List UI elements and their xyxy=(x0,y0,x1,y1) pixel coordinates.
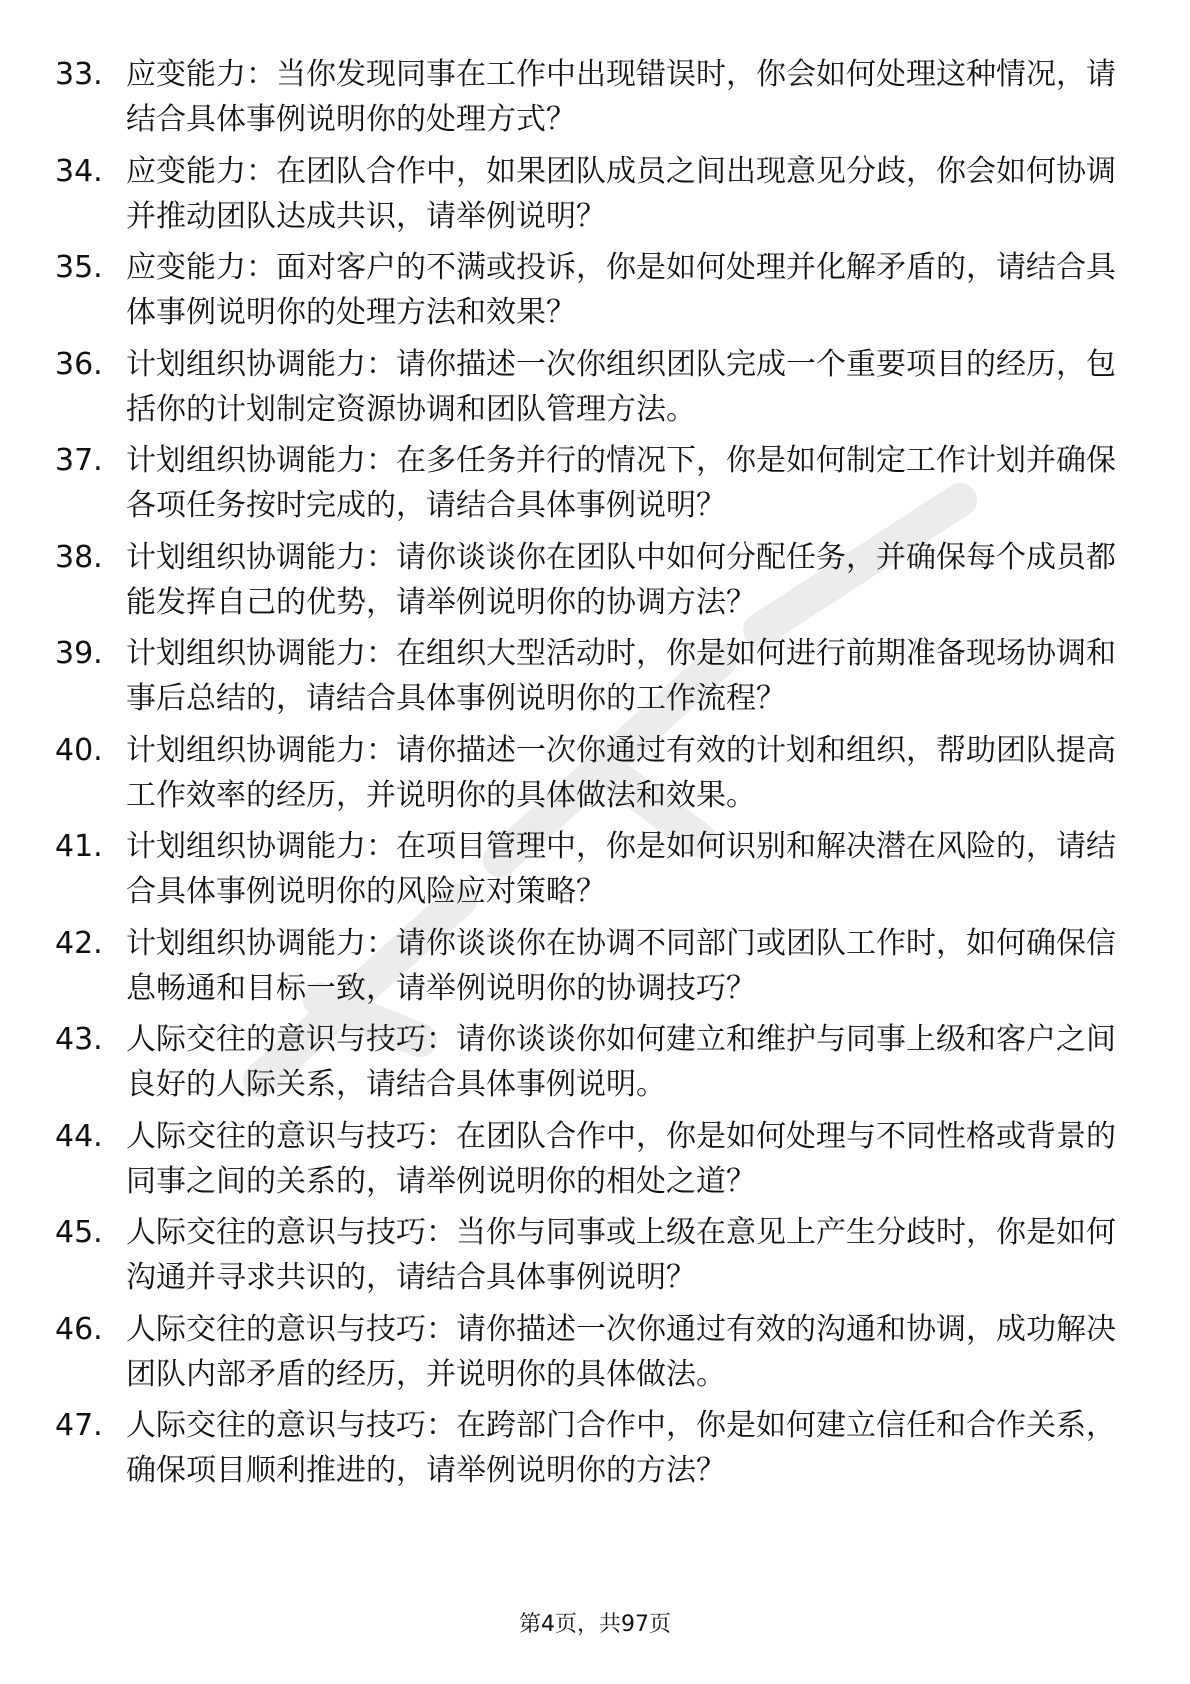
question-text: 应变能力：在团队合作中，如果团队成员之间出现意见分歧，你会如何协调并推动团队达成共识，请举例说明？ xyxy=(126,154,1116,234)
question-text: 应变能力：当你发现同事在工作中出现错误时，你会如何处理这种情况，请结合具体事例说明你的处理方式？ xyxy=(126,57,1116,137)
question-number: 43. xyxy=(55,1022,103,1057)
question-text: 人际交往的意识与技巧：请你谈谈你如何建立和维护与同事上级和客户之间良好的人际关系，请结合具体事例说明。 xyxy=(126,1022,1116,1102)
question-number: 33. xyxy=(55,57,103,92)
question-number: 35. xyxy=(55,250,103,285)
question-number: 44. xyxy=(55,1119,103,1154)
question-number: 47. xyxy=(55,1408,103,1443)
question-text: 人际交往的意识与技巧：请你描述一次你通过有效的沟通和协调，成功解决团队内部矛盾的经历，并说明你的具体做法。 xyxy=(126,1312,1116,1392)
question-text: 计划组织协调能力：请你谈谈你在协调不同部门或团队工作时，如何确保信息畅通和目标一致，请举例说明你的协调技巧？ xyxy=(126,926,1116,1006)
question-number: 45. xyxy=(55,1215,103,1250)
question-number: 36. xyxy=(55,347,103,382)
question-text: 计划组织协调能力：请你描述一次你通过有效的计划和组织，帮助团队提高工作效率的经历，并说明你的具体做法和效果。 xyxy=(126,733,1116,813)
question-text: 人际交往的意识与技巧：在团队合作中，你是如何处理与不同性格或背景的同事之间的关系的，请举例说明你的相处之道？ xyxy=(126,1119,1116,1199)
question-text: 人际交往的意识与技巧：在跨部门合作中，你是如何建立信任和合作关系，确保项目顺利推进的，请举例说明你的方法？ xyxy=(126,1408,1116,1488)
question-number: 37. xyxy=(55,443,103,478)
question-number: 42. xyxy=(55,926,103,961)
question-number: 40. xyxy=(55,733,103,768)
question-text: 计划组织协调能力：请你描述一次你组织团队完成一个重要项目的经历，包括你的计划制定资源协调和团队管理方法。 xyxy=(126,347,1116,427)
question-number: 41. xyxy=(55,829,103,864)
page-footer: 第4页，共97页 xyxy=(519,1612,671,1637)
question-number: 46. xyxy=(55,1312,103,1347)
question-text: 应变能力：面对客户的不满或投诉，你是如何处理并化解矛盾的，请结合具体事例说明你的处理方法和效果？ xyxy=(126,250,1116,330)
question-number: 39. xyxy=(55,636,103,671)
question-text: 计划组织协调能力：在组织大型活动时，你是如何进行前期准备现场协调和事后总结的，请结合具体事例说明你的工作流程？ xyxy=(126,636,1116,716)
question-text: 计划组织协调能力：在多任务并行的情况下，你是如何制定工作计划并确保各项任务按时完成的，请结合具体事例说明？ xyxy=(126,443,1116,523)
question-text: 计划组织协调能力：请你谈谈你在团队中如何分配任务，并确保每个成员都能发挥自己的优势，请举例说明你的协调方法？ xyxy=(126,540,1116,620)
question-text: 计划组织协调能力：在项目管理中，你是如何识别和解决潜在风险的，请结合具体事例说明你的风险应对策略？ xyxy=(126,829,1116,909)
question-number: 34. xyxy=(55,154,103,189)
question-number: 38. xyxy=(55,540,103,575)
question-text: 人际交往的意识与技巧：当你与同事或上级在意见上产生分歧时，你是如何沟通并寻求共识的，请结合具体事例说明？ xyxy=(126,1215,1116,1295)
